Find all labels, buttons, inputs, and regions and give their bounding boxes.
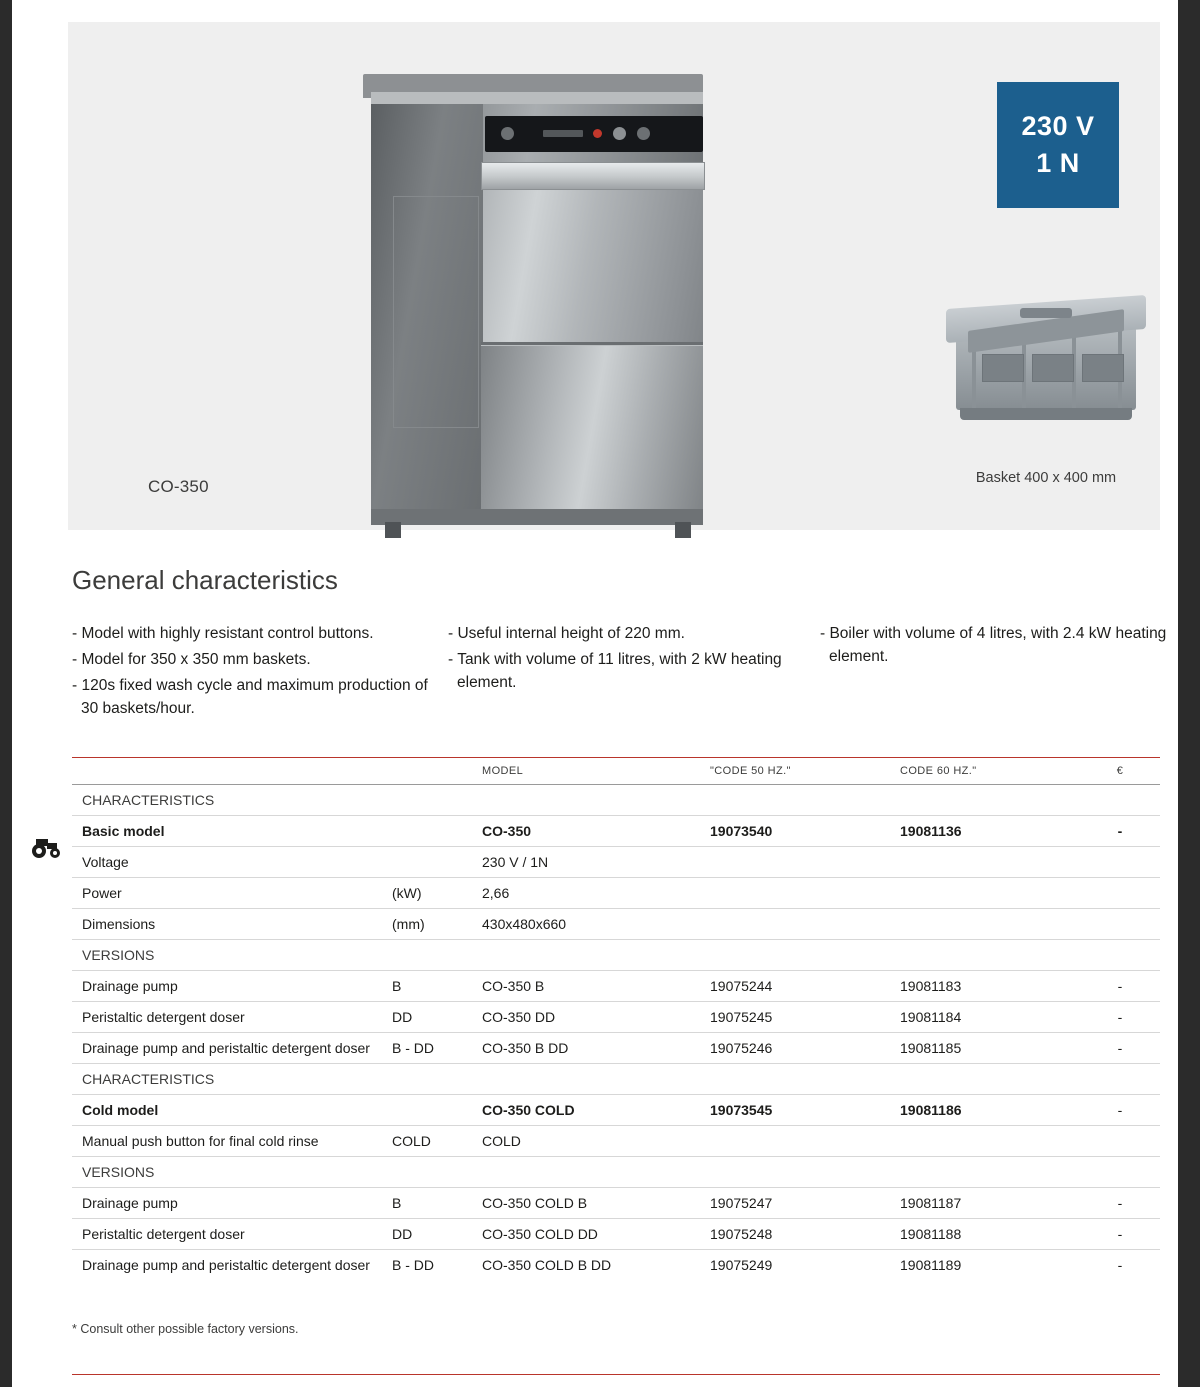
- table-row: [72, 940, 1160, 971]
- row-model: CO-350 COLD B: [482, 1195, 588, 1211]
- row-model: 430x480x660: [482, 916, 567, 932]
- table-row: [72, 1126, 1160, 1157]
- table-row: [72, 909, 1160, 940]
- row-price: -: [1117, 1195, 1123, 1211]
- general-bullet: - Model with highly resistant control buttons.: [72, 625, 374, 642]
- row-model: CO-350 DD: [482, 1009, 556, 1025]
- row-label: Manual push button for final cold rinse: [82, 1133, 319, 1149]
- table-row: [72, 1095, 1160, 1126]
- row-code-60hz: 19081184: [900, 1009, 962, 1025]
- control-panel: [485, 116, 703, 152]
- table-row: [72, 1157, 1160, 1188]
- row-code: B - DD: [392, 1257, 434, 1273]
- general-bullet: - 120s fixed wash cycle and maximum production of 30 baskets/hour.: [72, 677, 428, 717]
- hero-image-panel: [68, 22, 1160, 530]
- row-price: -: [1117, 978, 1123, 994]
- row-label: Drainage pump and peristaltic detergent doser: [82, 1257, 370, 1273]
- general-bullet: - Tank with volume of 11 litres, with 2 kW heating element.: [448, 651, 782, 691]
- product-caption: CO-350: [148, 477, 209, 496]
- row-code-50hz: 19075245: [710, 1009, 773, 1025]
- basket-illustration: [946, 292, 1146, 452]
- table-row: [72, 1219, 1160, 1250]
- phase-value: 1 N: [1036, 148, 1080, 178]
- table-row: [72, 1188, 1160, 1219]
- row-label: VERSIONS: [82, 1164, 155, 1180]
- row-code: B - DD: [392, 1040, 434, 1056]
- row-code: COLD: [392, 1133, 431, 1149]
- brand-logo: [543, 130, 583, 137]
- row-code-50hz: 19075247: [710, 1195, 773, 1211]
- row-label: Dimensions: [82, 916, 156, 932]
- status-led-icon: [593, 129, 602, 138]
- row-code-60hz: 19081187: [900, 1195, 962, 1211]
- table-row: [72, 1033, 1160, 1064]
- row-code-50hz: 19075249: [710, 1257, 773, 1273]
- row-label: CHARACTERISTICS: [82, 1071, 215, 1087]
- control-knob-icon: [501, 127, 514, 140]
- table-row: [72, 847, 1160, 878]
- row-label: Drainage pump and peristaltic detergent doser: [82, 1040, 370, 1056]
- row-model: COLD: [482, 1133, 521, 1149]
- row-label: Power: [82, 885, 122, 901]
- general-bullet: - Boiler with volume of 4 litres, with 2.4 kW heating element.: [820, 625, 1167, 665]
- row-code-60hz: 19081188: [900, 1226, 962, 1242]
- table-row: [72, 785, 1160, 816]
- machine-foot-left: [385, 522, 401, 538]
- row-code-60hz: 19081136: [900, 823, 962, 839]
- row-model: CO-350 COLD B DD: [482, 1257, 612, 1273]
- voltage-badge: [997, 82, 1119, 208]
- machine-side-inset: [393, 196, 479, 428]
- row-label: CHARACTERISTICS: [82, 792, 215, 808]
- row-price: -: [1117, 1257, 1123, 1273]
- general-characteristics-column-1: [72, 622, 432, 723]
- row-code: (kW): [392, 885, 422, 901]
- page-edge-left: [0, 0, 12, 1387]
- row-model: 230 V / 1N: [482, 854, 549, 870]
- table-row: [72, 1250, 1160, 1280]
- control-button-icon: [613, 127, 626, 140]
- basket-slot: [1082, 354, 1124, 382]
- row-code-50hz: 19073540: [710, 823, 773, 839]
- row-code: DD: [392, 1009, 413, 1025]
- machine-side-panel: [371, 104, 483, 514]
- table-header-row: [72, 758, 1160, 784]
- basket-caption: Basket 400 x 400 mm: [975, 470, 1117, 486]
- row-label: Peristaltic detergent doser: [82, 1226, 245, 1242]
- row-label: Peristaltic detergent doser: [82, 1009, 245, 1025]
- row-model: CO-350: [482, 823, 532, 839]
- row-model: CO-350 B: [482, 978, 545, 994]
- row-price: -: [1117, 823, 1123, 839]
- table-row: [72, 971, 1160, 1002]
- general-bullet: - Useful internal height of 220 mm.: [448, 625, 685, 642]
- tractor-icon: [30, 833, 64, 859]
- general-bullet: - Model for 350 x 350 mm baskets.: [72, 651, 311, 668]
- basket-handle: [1020, 308, 1072, 318]
- row-price: -: [1117, 1102, 1123, 1118]
- row-label: VERSIONS: [82, 947, 155, 963]
- header-code-60hz: CODE 60 HZ.": [900, 765, 977, 777]
- row-code-60hz: 19081185: [900, 1040, 962, 1056]
- row-model: CO-350 COLD DD: [482, 1226, 598, 1242]
- row-code: B: [392, 1195, 402, 1211]
- row-code-60hz: 19081183: [900, 978, 962, 994]
- table-row: [72, 1002, 1160, 1033]
- row-code: (mm): [392, 916, 425, 932]
- row-price: -: [1117, 1009, 1123, 1025]
- row-model: 2,66: [482, 885, 510, 901]
- row-label: Drainage pump: [82, 978, 178, 994]
- specifications-table: [72, 757, 1160, 1280]
- row-price: -: [1117, 1226, 1123, 1242]
- row-code: DD: [392, 1226, 413, 1242]
- row-code-50hz: 19075246: [710, 1040, 773, 1056]
- basket-base: [960, 408, 1132, 420]
- row-label: Drainage pump: [82, 1195, 178, 1211]
- machine-door: [481, 345, 703, 514]
- row-label: Cold model: [82, 1102, 159, 1118]
- row-label: Voltage: [82, 854, 129, 870]
- table-row: [72, 816, 1160, 847]
- row-code-50hz: 19073545: [710, 1102, 773, 1118]
- header-model: MODEL: [482, 765, 524, 777]
- general-characteristics-column-3: [820, 622, 1170, 671]
- row-model: CO-350 COLD: [482, 1102, 575, 1118]
- table-row: [72, 1064, 1160, 1095]
- page-edge-right: [1178, 0, 1200, 1387]
- machine-base: [371, 509, 703, 525]
- dishwasher-illustration: [363, 54, 723, 524]
- header-price: €: [1116, 765, 1124, 777]
- table-row: [72, 878, 1160, 909]
- row-code: B: [392, 978, 402, 994]
- row-price: -: [1117, 1040, 1123, 1056]
- door-handle: [481, 162, 705, 190]
- table-footnote: * Consult other possible factory versions.: [72, 1322, 299, 1336]
- row-code-60hz: 19081186: [900, 1102, 962, 1118]
- section-title-general-characteristics: General characteristics: [72, 565, 338, 595]
- row-code-60hz: 19081189: [900, 1257, 962, 1273]
- basket-slot: [982, 354, 1024, 382]
- row-model: CO-350 B DD: [482, 1040, 569, 1056]
- machine-foot-right: [675, 522, 691, 538]
- control-button-2-icon: [637, 127, 650, 140]
- voltage-value: 230 V: [1021, 111, 1095, 141]
- row-code-50hz: 19075244: [710, 978, 773, 994]
- row-code-50hz: 19075248: [710, 1226, 773, 1242]
- basket-slot: [1032, 354, 1074, 382]
- row-label: Basic model: [82, 823, 165, 839]
- header-code-50hz: "CODE 50 HZ.": [710, 765, 791, 777]
- page-footer-rule: [72, 1374, 1160, 1375]
- general-characteristics-column-2: [448, 622, 808, 697]
